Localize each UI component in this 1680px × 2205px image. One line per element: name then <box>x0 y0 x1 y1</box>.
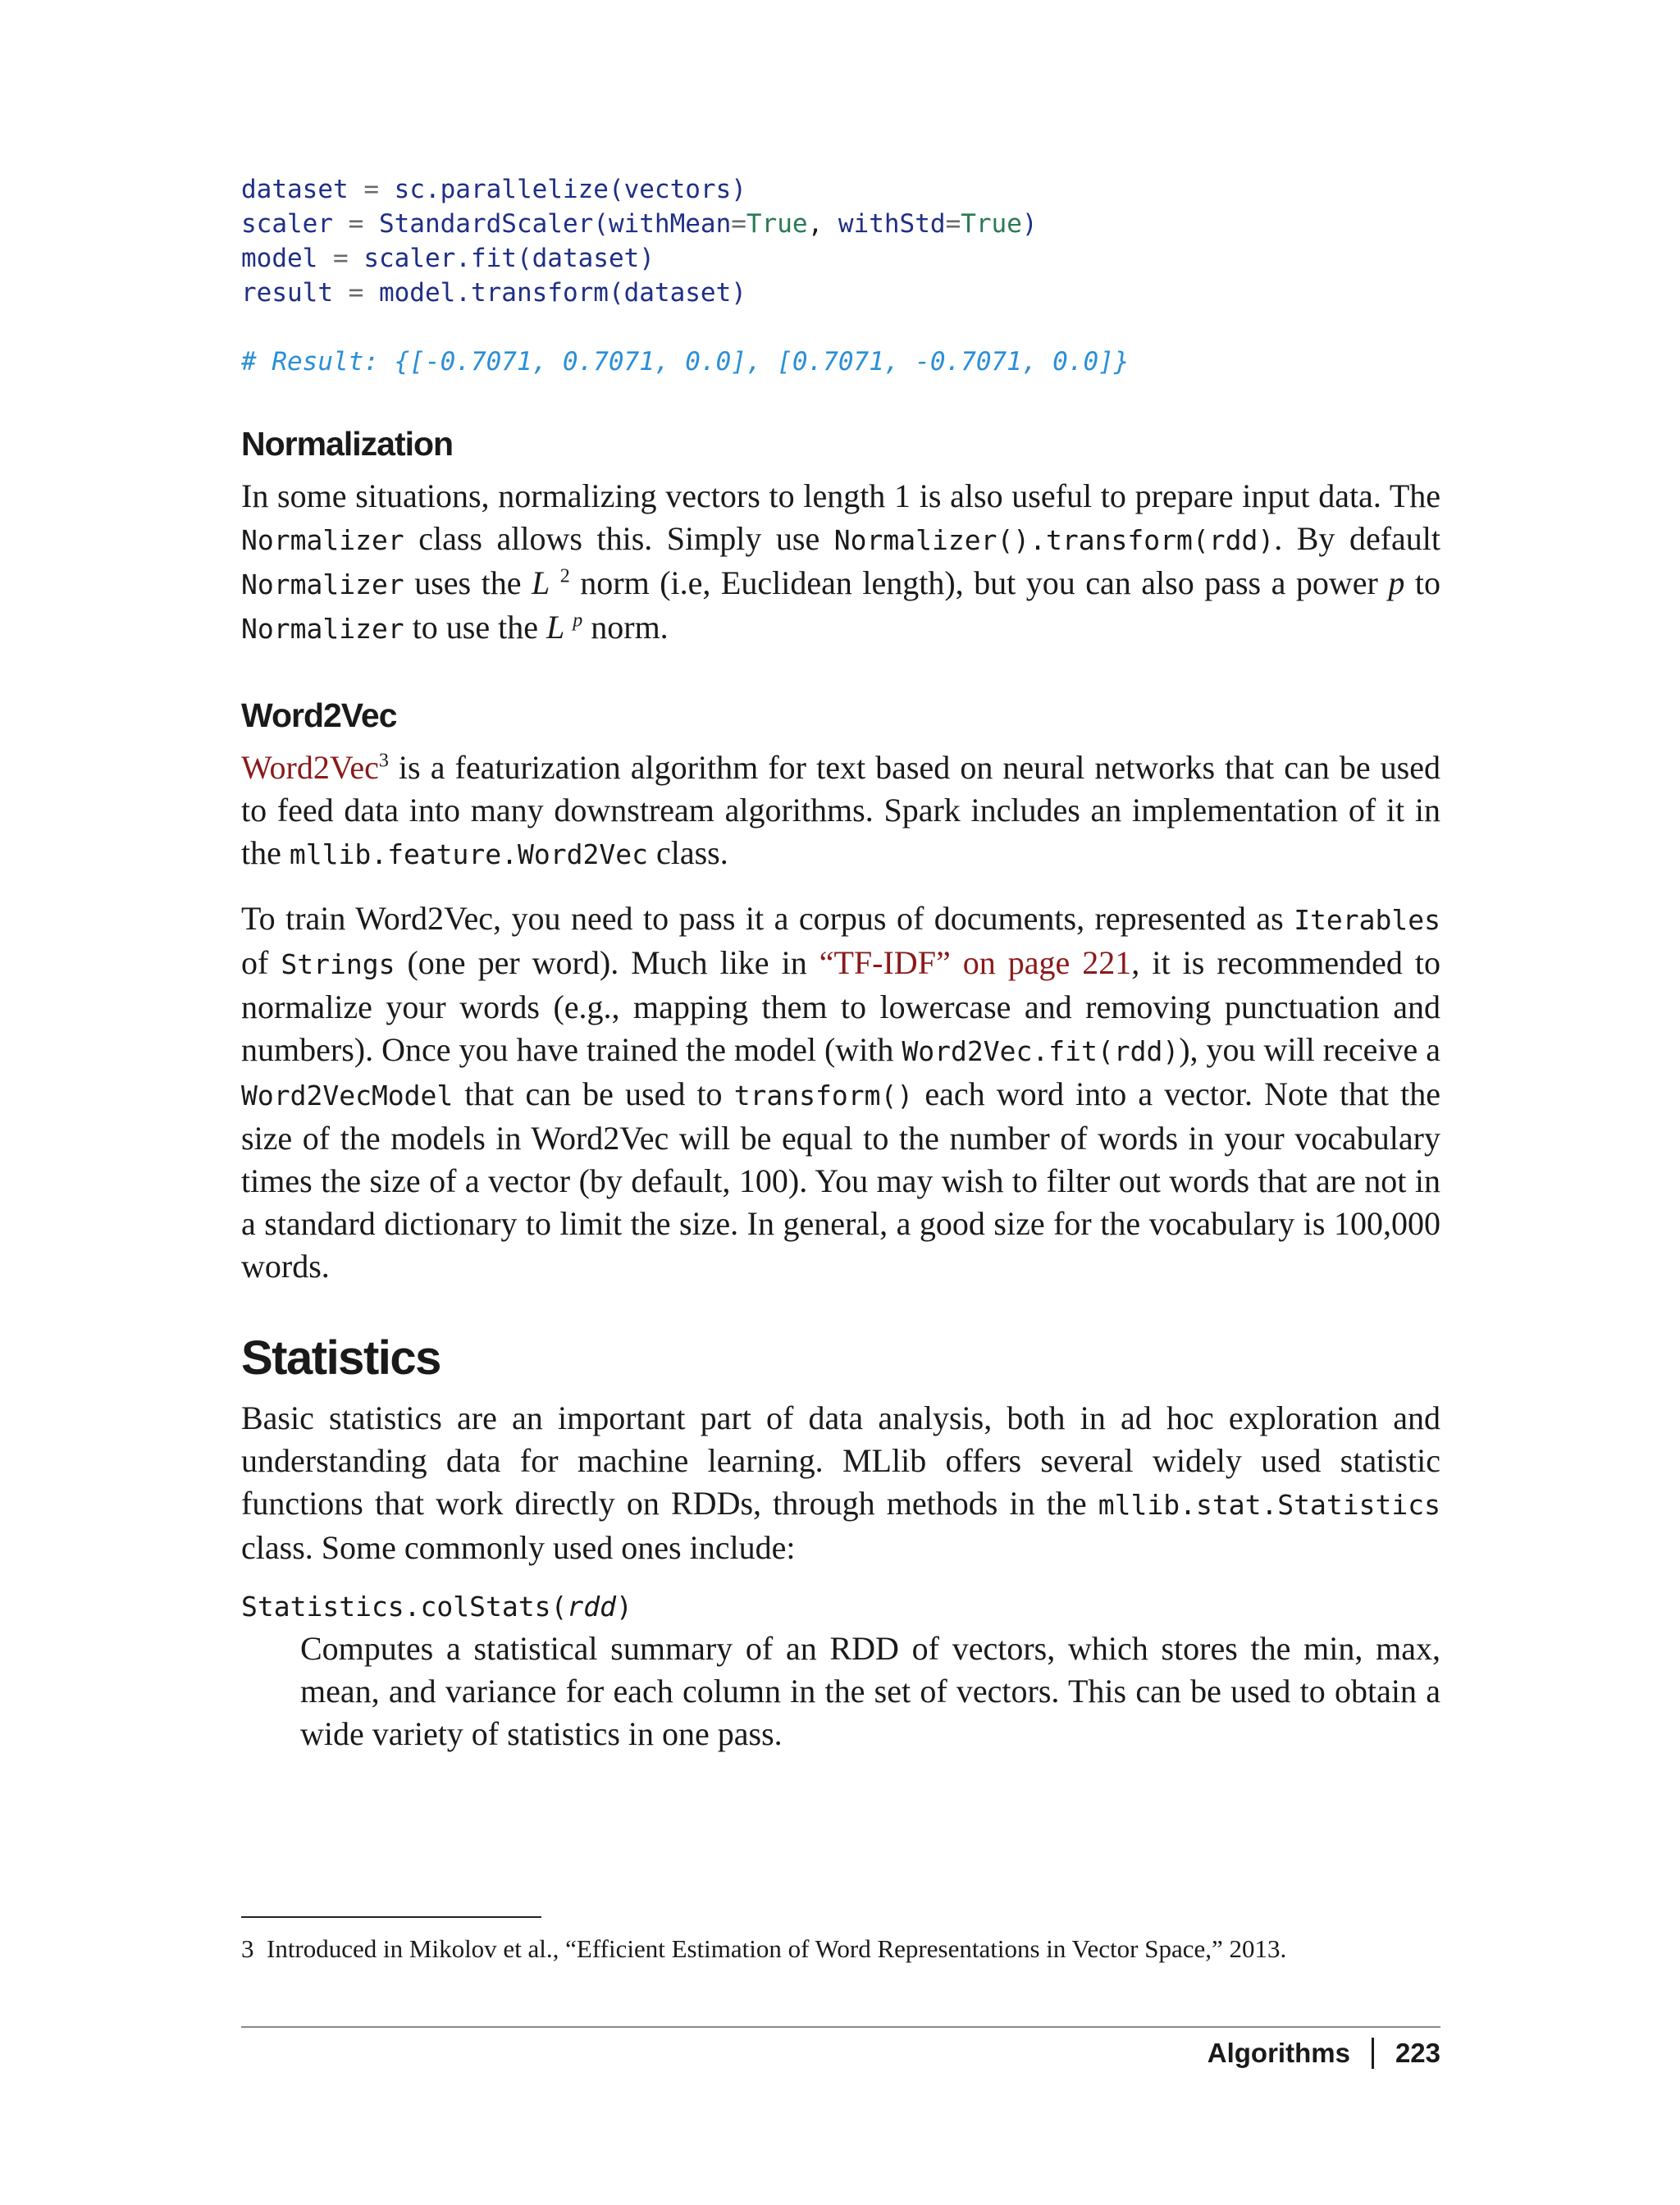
code-line-3: model = scaler.fit(dataset) <box>241 244 655 273</box>
paragraph-word2vec-training: To train Word2Vec, you need to pass it a corpus of documents, represented as Iterables of Strings (one per word). Much like in “TF-IDF” on page 221, it is recommended to normalize your words (e.g., mapping them to lowercase and removing punctuation and numbers). Once you have trained the model (with Word2Vec.fit(rdd)), you will receive a Word2VecModel that can be used to transform() each word into a vector. Note that the size of the models in Word2Vec will be equal to the number of words in your vocabulary times the size of a vector (by default, 100). You may wish to filter out words that are not in a standard dictionary to limit the size. In general, a good size for the vocabulary is 100,000 words. <box>241 900 1441 1285</box>
page-content <box>241 172 1440 1777</box>
tfidf-link[interactable]: “TF-IDF” on page 221 <box>819 944 1132 981</box>
heading-statistics: Statistics <box>241 1331 441 1385</box>
definition-description: Computes a statistical summary of an RDD of vectors, which stores the min, max, mean, and variance for each column in the set of vectors. This can be used to obtain a wide variety of statistics in one pass. <box>300 1630 1440 1752</box>
word2vec-link[interactable]: Word2Vec <box>241 749 379 786</box>
code-comment: # Result: {[-0.7071, 0.7071, 0.0], [0.7071, -0.7071, 0.0]} <box>241 347 1130 377</box>
footer-section: Algorithms <box>1207 2038 1350 2068</box>
footer-separator <box>1372 2038 1374 2069</box>
footnote-divider <box>241 1916 541 1918</box>
code-block <box>241 172 1440 310</box>
paragraph-word2vec-intro: Word2Vec$^3$ is a featurization algorithm for text based on neural networks that can be used to feed data into many downstream algorithms. Spark includes an implementation of it in the mllib.feature.Word2Vec class. <box>241 749 1440 871</box>
page-footer <box>1208 2038 1440 2069</box>
page-number: 223 <box>1395 2038 1440 2068</box>
heading-normalization: Normalization <box>241 425 454 463</box>
paragraph-statistics: Basic statistics are an important part of data analysis, both in ad hoc exploration and understanding data for machine learning. MLlib offers several widely used statistic functions that work directly on RDDs, through methods in the mllib.stat.Statistics class. Some commonly used ones include: <box>241 1399 1440 1566</box>
code-line-2: scaler = StandardScaler(withMean=True, withStd=True) <box>241 209 1038 239</box>
paragraph-normalization: In some situations, normalizing vectors to length 1 is also useful to prepare input data. The Normalizer class allows this. Simply use Normalizer().transform(rdd). By default Normalizer uses the L $^2$ norm (i.e, Euclidean length), but you can also pass a power p to Normalizer to use the L $^p$ norm. <box>241 477 1440 646</box>
code-line-4: result = model.transform(dataset) <box>241 278 746 308</box>
footnote-ref[interactable]: 3 <box>378 750 389 772</box>
definition-term: Statistics.colStats(rdd) <box>241 1591 632 1623</box>
footnote: 3 Introduced in Mikolov et al., “Efficient Estimation of Word Representations in Vector Space,” 2013. <box>241 1934 1287 1963</box>
code-line-1: dataset = sc.parallelize(vectors) <box>241 175 746 204</box>
footer-divider <box>241 2026 1440 2028</box>
heading-word2vec: Word2Vec <box>241 696 397 734</box>
